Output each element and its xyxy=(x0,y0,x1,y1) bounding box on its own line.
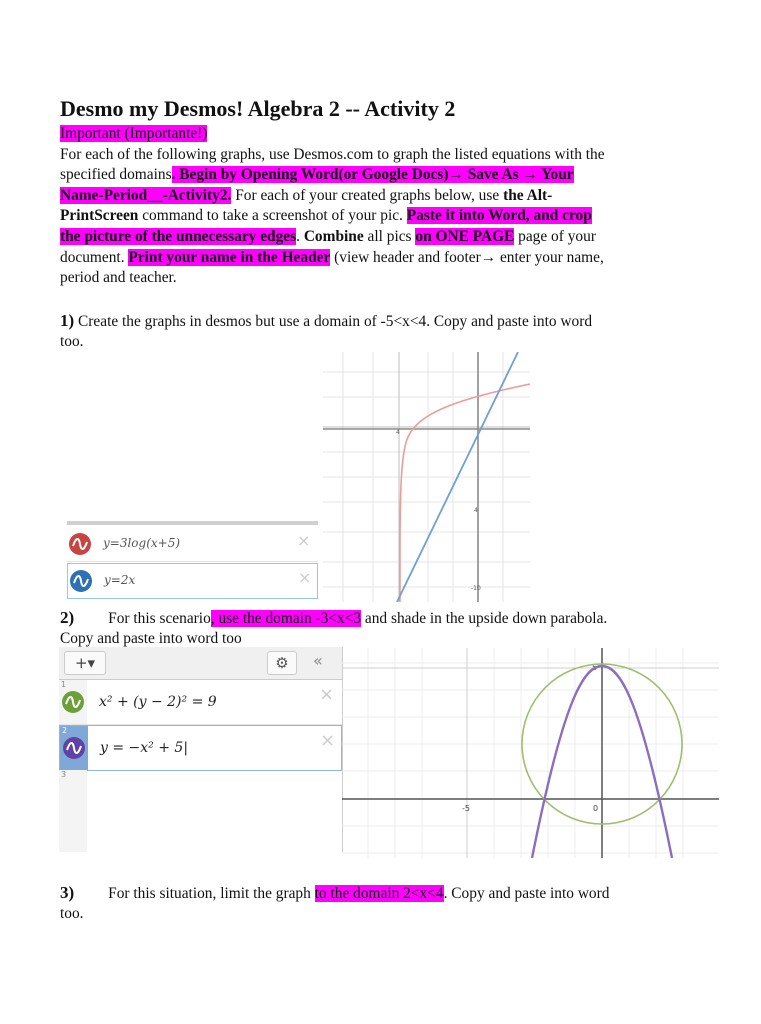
question-3-text-2: too. xyxy=(60,905,84,922)
question-3 xyxy=(60,883,720,924)
q2-tick-5: 5 xyxy=(592,663,598,672)
intro-line-6b: Print your name in the Header xyxy=(128,248,331,266)
question-2-text-c: and shade in the upside down parabola. xyxy=(361,610,608,627)
q2-graph[interactable] xyxy=(342,648,719,858)
question-1-number: 1) xyxy=(60,311,75,330)
intro-line-4a: PrintScreen xyxy=(60,207,139,225)
q1-expression-list xyxy=(67,521,318,599)
question-3-number: 3) xyxy=(60,883,75,902)
q2-expr3-number: 3 xyxy=(61,770,67,779)
q2-expr3-tab xyxy=(59,770,87,852)
intro-line-2b: . Begin by Opening Word(or Google Docs)→ Save As → Your xyxy=(171,166,574,184)
intro-line-7: period and teacher. xyxy=(60,269,177,287)
intro-line-3b: For each of your created graphs below, use xyxy=(231,186,504,204)
add-item-button[interactable]: +▾ xyxy=(64,651,106,675)
intro-line-2a: specified domains xyxy=(60,166,172,184)
intro-line-4c: Paste it into Word, and crop xyxy=(406,207,592,225)
q1-expression-row-2[interactable] xyxy=(67,563,318,599)
intro-line-5f: page of your xyxy=(514,227,596,245)
question-1 xyxy=(60,311,710,352)
intro-line-5a: the picture of the unnecessary edges xyxy=(60,227,297,245)
q2-expression-row-2[interactable] xyxy=(59,725,342,771)
q1-tick-4: 4 xyxy=(396,429,400,436)
document-title: Desmo my Desmos! Algebra 2 -- Activity 2 xyxy=(60,96,456,121)
intro-paragraph xyxy=(60,124,710,289)
question-2-text-2: Copy and paste into word too xyxy=(60,630,242,647)
close-icon[interactable]: × xyxy=(298,568,312,587)
intro-line-4b: command to take a screenshot of your pic. xyxy=(138,207,407,225)
q2-tick-minus5: -5 xyxy=(462,804,470,813)
intro-line-6c: (view header and footer→ enter your name, xyxy=(330,248,604,266)
question-1-text: Create the graphs in desmos but use a domain of -5<x<4. Copy and paste into word xyxy=(74,313,593,330)
q2-tick-0: 0 xyxy=(593,804,599,813)
question-3-text-a: For this situation, limit the graph xyxy=(108,885,315,902)
intro-line-6a: document. xyxy=(60,248,129,266)
intro-line-5d: all pics xyxy=(363,227,416,245)
intro-line-5c: Combine xyxy=(303,227,364,245)
q1-log-curve xyxy=(400,384,530,602)
q2-expression-row-1[interactable] xyxy=(59,680,342,725)
q2-expr2-color-icon[interactable] xyxy=(63,737,85,759)
q2-panel-toolbar xyxy=(59,647,342,680)
close-icon[interactable]: × xyxy=(297,531,311,550)
question-1-text-2: too. xyxy=(60,333,84,350)
q1-expr1-text[interactable]: y=3log(x+5) xyxy=(103,536,181,550)
question-2-number: 2) xyxy=(60,608,75,627)
intro-line-1: For each of the following graphs, use Desmos.com to graph the listed equations with the xyxy=(60,145,605,163)
q2-expr1-number: 1 xyxy=(61,680,67,689)
question-2 xyxy=(60,608,720,649)
q2-expression-panel xyxy=(59,647,343,852)
question-3-domain-highlight: to the domain 2<x<4 xyxy=(314,885,444,902)
q1-expression-row-1[interactable] xyxy=(67,527,318,562)
q2-expression-row-3[interactable] xyxy=(59,770,342,852)
q1-panel-top-bar xyxy=(67,521,318,525)
q1-expr1-color-icon[interactable] xyxy=(69,533,91,555)
q1-tick-minus10: -10 xyxy=(471,585,481,592)
important-highlight: Important (Importante!) xyxy=(60,125,208,142)
intro-line-5e: on ONE PAGE xyxy=(415,227,515,245)
q2-expr2-number: 2 xyxy=(62,726,68,735)
q2-expr2-text[interactable]: y = −x² + 5| xyxy=(100,740,189,756)
close-icon[interactable]: × xyxy=(319,684,335,705)
question-3-text-c: . Copy and paste into word xyxy=(443,885,610,902)
gear-icon[interactable]: ⚙ xyxy=(267,651,297,675)
question-2-text-a: For this scenario xyxy=(108,610,211,627)
q2-expr1-color-icon[interactable] xyxy=(62,691,84,713)
q1-expr2-color-icon[interactable] xyxy=(70,570,92,592)
collapse-panel-icon[interactable]: « xyxy=(313,651,323,670)
intro-line-3a: Name-Period__-Activity2. xyxy=(60,186,232,204)
q1-graph xyxy=(323,352,530,602)
intro-line-3c: the Alt- xyxy=(503,186,553,204)
q1-tick-4-lower: 4 xyxy=(474,507,478,514)
close-icon[interactable]: × xyxy=(320,730,336,751)
question-2-domain-highlight: , use the domain -3<x<3 xyxy=(210,610,362,627)
intro-line-5b: . xyxy=(296,227,304,245)
q2-expr1-text[interactable]: x² + (y − 2)² = 9 xyxy=(99,694,217,710)
q1-expr2-text[interactable]: y=2x xyxy=(104,573,136,587)
